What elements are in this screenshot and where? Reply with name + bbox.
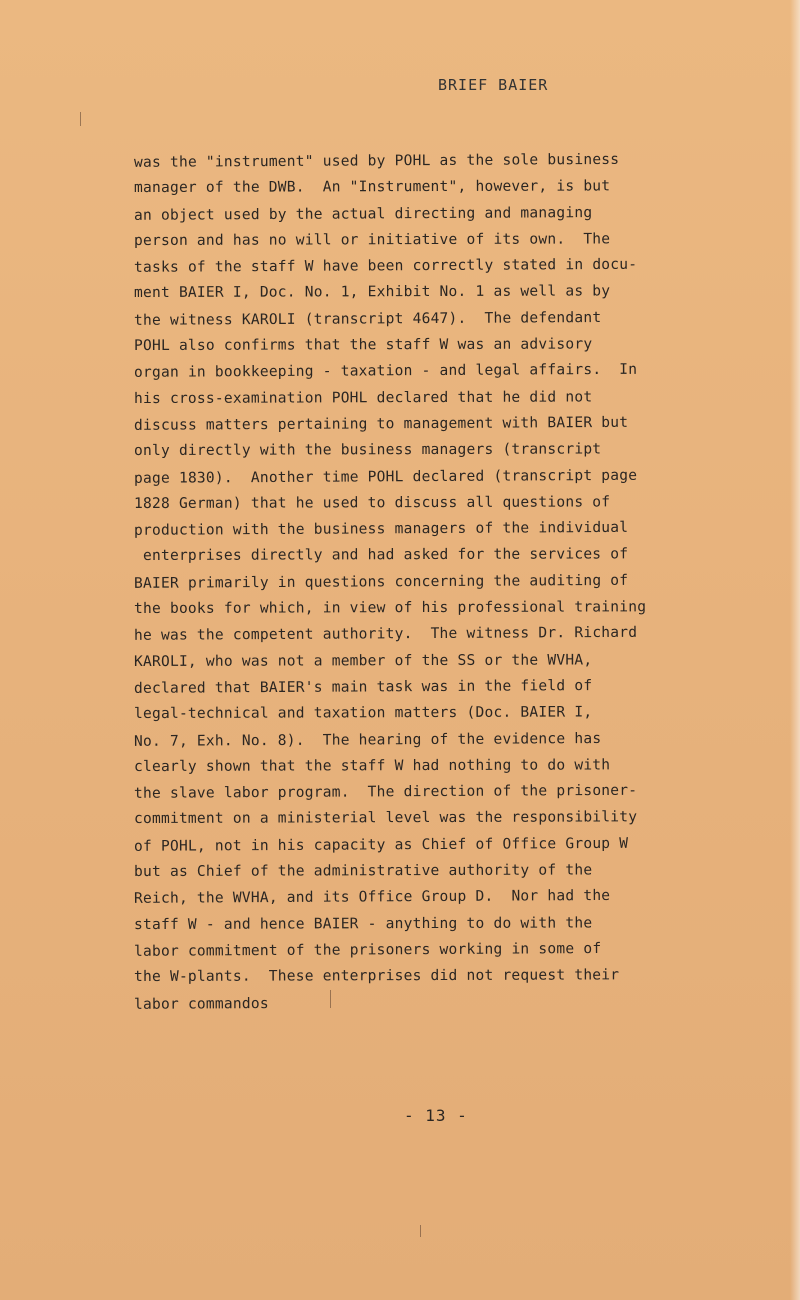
text-line: but as Chief of the administrative authority of the [133,861,593,881]
text-line: POHL also confirms that the staff W was an advisory [133,335,593,355]
text-line: 1828 German) that he used to discuss all questions of [133,493,611,512]
text-line: labor commandos [133,994,269,1013]
page-number: - 13 - [404,1106,468,1125]
body-text [134,148,734,1016]
text-line: clearly shown that the staff W had nothing to do with [133,756,611,775]
text-line: the slave labor program. The direction of the prisoner- [133,781,638,802]
text-line: declared that BAIER's main task was in the field of [133,676,593,697]
paper-mark [330,990,331,1008]
text-line: the books for which, in view of his professional training [133,598,647,618]
text-line: ment BAIER I, Doc. No. 1, Exhibit No. 1 as well as by [133,282,611,302]
text-line: person and has no will or initiative of its own. The [133,230,611,249]
text-line: legal-technical and taxation matters (Doc. BAIER I, [133,703,593,723]
text-line: was the "instrument" used by POHL as the sole business [133,150,620,171]
text-line: tasks of the staff W have been correctly stated in docu- [133,255,638,277]
paper-edge [790,0,800,1300]
text-line: commitment on a ministerial level was the responsibility [133,808,638,828]
text-line: No. 7, Exh. No. 8). The hearing of the evidence has [133,729,602,750]
text-line: an object used by the actual directing and managing [133,203,593,224]
text-line: staff W - and hence BAIER - anything to do with the [133,914,593,933]
text-line: Reich, the WVHA, and its Office Group D. Nor had the [133,887,611,908]
text-line: he was the competent authority. The witness Dr. Richard [133,624,638,645]
text-line: the witness KAROLI (transcript 4647). The defendant [133,308,602,329]
page-header: BRIEF BAIER [438,76,549,94]
paper-mark [420,1225,421,1237]
text-line: page 1830). Another time POHL declared (transcript page [133,466,638,487]
text-line: discuss matters pertaining to management with BAIER but [133,413,629,434]
text-line: enterprises directly and had asked for the services of [133,545,629,565]
text-line: manager of the DWB. An "Instrument", however, is but [133,177,611,197]
text-line: BAIER primarily in questions concerning the auditing of [133,571,629,592]
text-line: organ in bookkeeping - taxation - and legal affairs. In [133,361,638,382]
text-line: of POHL, not in his capacity as Chief of Office Group W [133,834,629,855]
text-line: the W-plants. These enterprises did not request their [133,966,620,986]
text-line: KAROLI, who was not a member of the SS or the WVHA, [133,651,593,670]
paper-mark [80,112,81,126]
text-line: only directly with the business managers (transcript [133,440,602,460]
text-line: labor commitment of the prisoners working in some of [133,939,602,960]
text-line: production with the business managers of the individual [133,518,629,539]
text-line: his cross-examination POHL declared that he did not [133,388,593,407]
